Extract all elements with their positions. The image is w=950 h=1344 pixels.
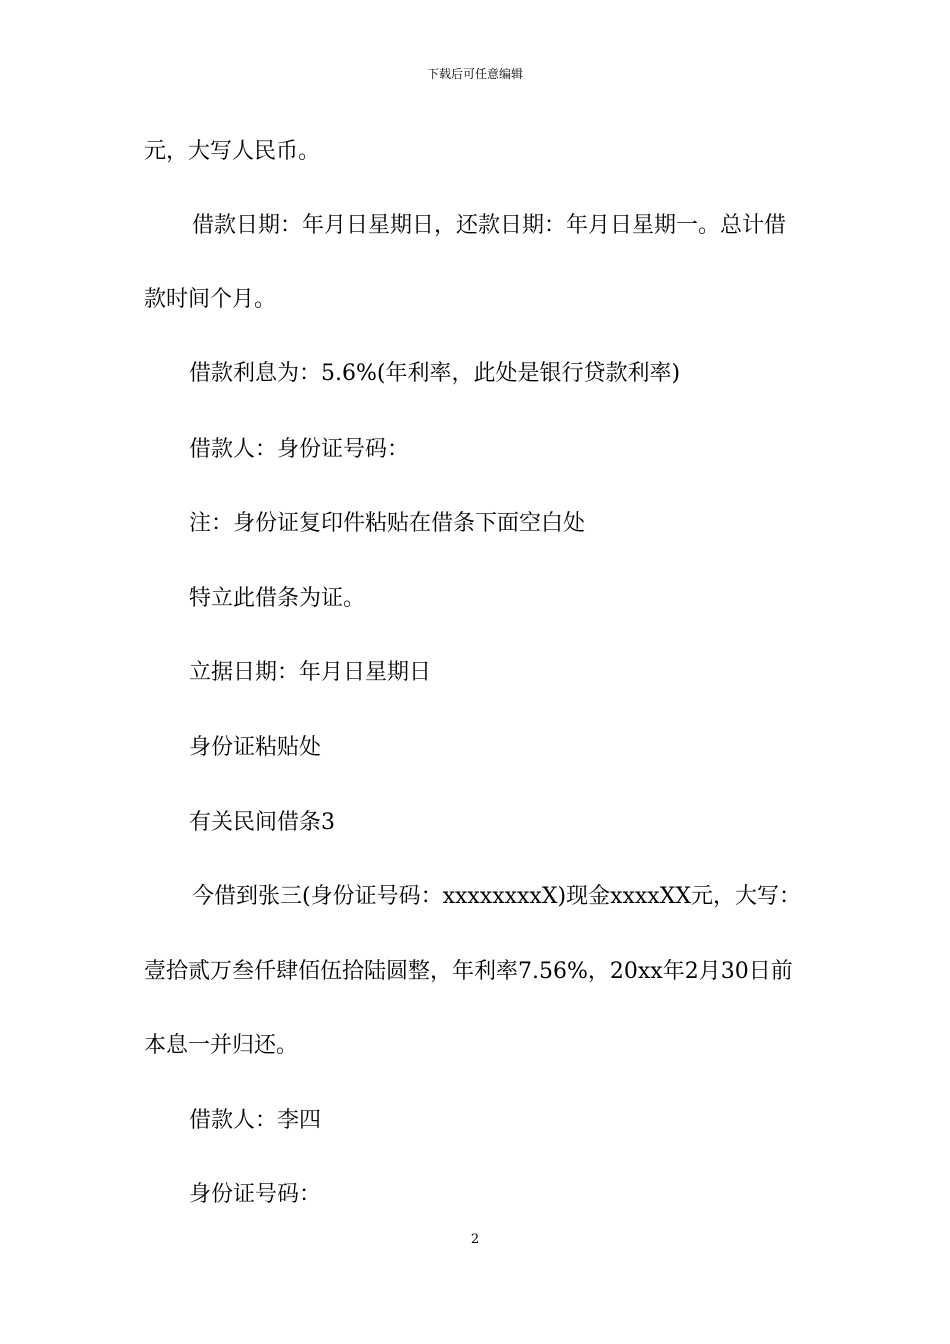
text-line: 立据日期：年月日星期日 [189,660,432,685]
page-number: 2 [470,1232,480,1247]
text-line: 本息一并归还。 [144,1033,299,1058]
text-line: 身份证号码： [189,1182,322,1207]
text-line: 今借到张三(身份证号码：xxxxxxxxX)现金xxxxXX元，大写： [192,884,802,909]
text-line: 款时间个月。 [144,287,277,312]
text-line: 借款人：身份证号码： [189,437,410,462]
section-title: 有关民间借条3 [189,810,335,835]
text-line: 借款人：李四 [189,1108,322,1133]
text-line: 注：身份证复印件粘贴在借条下面空白处 [189,511,586,536]
text-line: 借款日期：年月日星期日，还款日期：年月日星期一。总计借 [192,213,787,238]
text-line: 借款利息为：5.6%(年利率，此处是银行贷款利率) [189,361,681,386]
text-line: 身份证粘贴处 [189,735,322,760]
text-line: 元，大写人民币。 [144,139,321,164]
text-line: 特立此借条为证。 [189,586,366,611]
text-line: 壹拾贰万叁仟肆佰伍拾陆圆整，年利率7.56%，20xx年2月30日前 [144,959,793,984]
page-header: 下载后可任意编辑 [426,67,523,81]
